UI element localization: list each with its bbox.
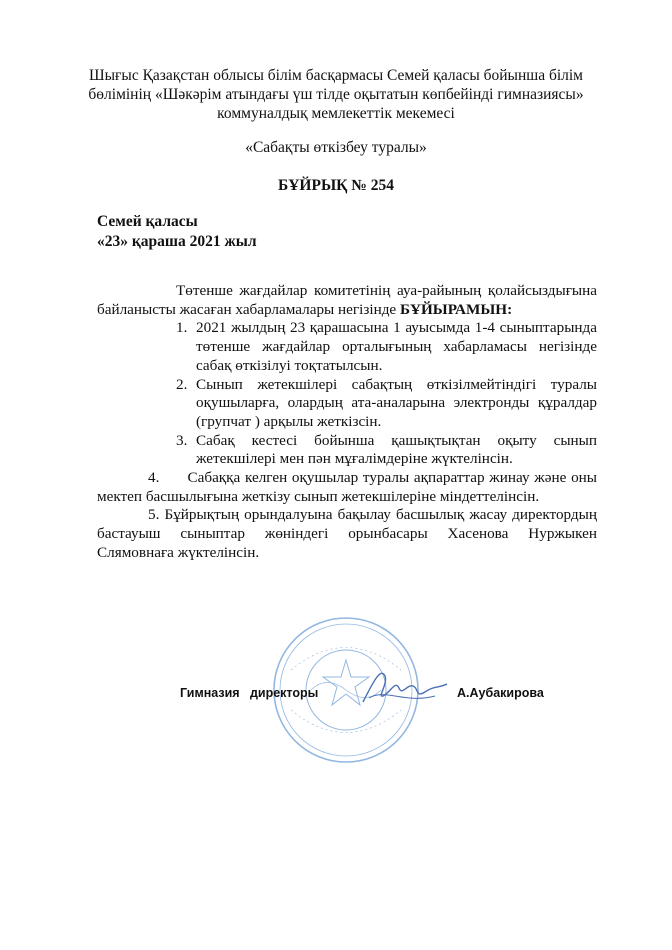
list-item <box>97 432 597 469</box>
item-text: Сабақ кестесі бойынша қашықтықтан оқыту сынып жетекшілері мен пән мұғалімдеріне жүктелінсін. <box>196 431 597 468</box>
signature-block <box>180 682 580 708</box>
signer-name: А.Аубакирова <box>457 686 544 700</box>
item-number: 3. <box>176 431 188 449</box>
order-date: «23» қараша 2021 жыл <box>97 233 257 250</box>
intro-paragraph <box>97 282 597 319</box>
place-date-block <box>97 212 257 252</box>
order-title: БҰЙРЫҚ № 254 <box>277 177 394 194</box>
paragraph-5: 5. Бұйрықтың орындалуына бақылау басшылық жасау директордың бастауыш сыныптар жөніндегі орынбасары Хасенова Нуржыкен Слямовнаға жүктелінсін. <box>97 506 597 561</box>
order-items-list <box>97 319 597 469</box>
list-item <box>97 376 597 432</box>
header-line-3: коммуналдық мемлекеттік мекемесі <box>217 105 455 122</box>
order-subject: «Сабақты өткізбеу туралы» <box>245 139 427 156</box>
intro-text: Төтенше жағдайлар комитетінің ауа-райының қолайсыздығына байланысты жасаған хабарламалары негізінде <box>97 282 597 318</box>
header-line-2: бөлімінің «Шәкәрім атындағы үш тілде оқытатын көпбейінді гимназиясы» <box>88 86 584 103</box>
header-line-1: Шығыс Қазақстан облысы білім басқармасы Семей қаласы бойынша білім <box>89 67 583 84</box>
paragraph-4: 4. Сабаққа келген оқушылар туралы ақпараттар жинау және оны мектеп басшылығына жеткізу сынып жетекшілеріне міндеттелінсін. <box>97 469 601 505</box>
item-text: 2021 жылдың 23 қарашасына 1 ауысымда 1-4 сыныптарында төтенше жағдайлар орталығының хабарламасы негізінде сабақ өткізілуі тоқтатылсын. <box>196 319 597 374</box>
place-name: Семей қаласы <box>97 213 198 230</box>
institution-header <box>60 66 612 123</box>
list-item <box>97 319 597 375</box>
item-number: 2. <box>176 375 188 393</box>
item-number: 1. <box>176 319 188 337</box>
item-text: Сынып жетекшілері сабақтың өткізілмейтіндігі туралы оқушыларға, олардың ата-аналарына электронды құралдар (групчат ) арқылы жеткізсін. <box>196 375 597 430</box>
signer-role: Гимназия директоры <box>180 686 319 700</box>
intro-command: БҰЙЫРАМЫН: <box>399 300 513 318</box>
order-body <box>97 282 601 563</box>
